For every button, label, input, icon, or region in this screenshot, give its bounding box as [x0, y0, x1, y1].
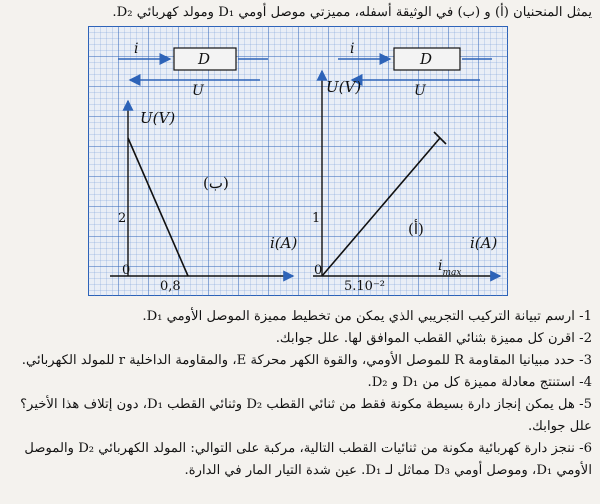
- characteristic-curves-figure: [88, 26, 508, 296]
- question-5-continued: علل جوابك.: [527, 419, 592, 434]
- question-4: 4- استنتج معادلة مميزة كل من D₁ و D₂.: [367, 375, 592, 390]
- question-1: 1- ارسم تبيانة التركيب التجريبي الذي يمكن من تخطيط مميزة الموصل الأومي D₁.: [142, 309, 592, 324]
- right-y-tick-1: 1: [312, 211, 321, 226]
- right-imax-label: $i_{max}$: [438, 258, 462, 278]
- left-voltage-label: U: [192, 83, 204, 99]
- left-current-label: i: [134, 41, 139, 57]
- left-x-tick: 0,8: [160, 279, 181, 294]
- question-3: 3- حدد مبيانيا المقاومة R للموصل الأومي، والقوة الكهر محركة E، والمقاومة الداخلية r للمولد الكهربائي.: [21, 353, 592, 368]
- right-y-axis-label: U(V): [326, 78, 362, 96]
- left-curve-label: (ب): [203, 174, 229, 192]
- right-x-tick: 5.10⁻²: [344, 279, 386, 294]
- left-origin: 0: [122, 263, 131, 278]
- question-6: 6- ننجز دارة كهربائية مكونة من ثنائيات القطب التالية، مركبة على التوالي: المولد الكهربائي D₂ والموصل: [24, 441, 592, 456]
- left-y-axis-label: U(V): [140, 109, 176, 127]
- right-voltage-label: U: [414, 83, 426, 99]
- right-x-axis-label: i(A): [470, 234, 498, 252]
- right-current-label: i: [350, 41, 355, 57]
- left-x-axis-label: i(A): [270, 234, 298, 252]
- question-6-continued: الأومي D₁، وموصل أومي D₃ مماثل لـ D₁. عين شدة التيار المار في الدارة.: [184, 463, 592, 478]
- question-5: 5- هل يمكن إنجاز دارة بسيطة مكونة فقط من ثنائي القطب D₂ وثنائي القطب D₁، دون إتلاف هذا الأخير؟: [20, 397, 592, 412]
- left-y-tick-2: 2: [118, 211, 127, 226]
- left-dipole-label: D: [198, 50, 211, 68]
- right-origin: 0: [314, 263, 323, 278]
- intro-text: يمثل المنحنيان (أ) و (ب) في الوثيقة أسفله، مميزتي موصل أومي D₁ ومولد كهربائي D₂.: [112, 5, 592, 20]
- right-curve-label: (أ): [408, 220, 424, 238]
- right-dipole-label: D: [420, 50, 433, 68]
- question-2: 2- اقرن كل مميزة بثنائي القطب الموافق لها. علل جوابك.: [275, 331, 592, 346]
